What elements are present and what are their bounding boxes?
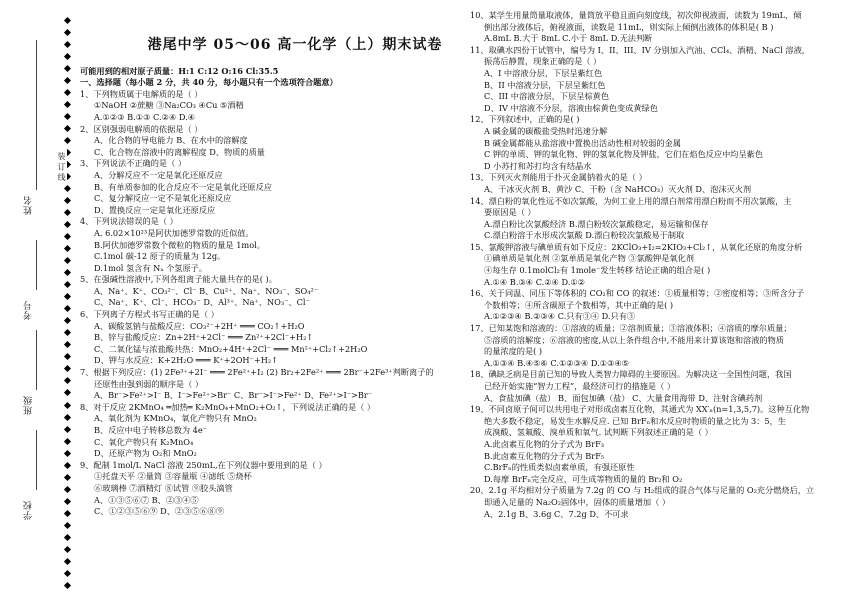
question-line: D、置换反应一定是氧化还原反应 (94, 204, 216, 215)
question-line: B、锌与盐酸反应：Zn+2H⁺+2Cl⁻ ═══ Zn²⁺+2Cl⁻+H₂↑ (94, 332, 314, 343)
right-questions (470, 10, 854, 520)
question-line: C、III 中溶液分层，下层呈棕黄色 (484, 91, 610, 102)
question-line: B、反应中电子转移总数为 4e⁻ (94, 425, 208, 435)
binding-dot (63, 534, 70, 541)
binding-dot (63, 41, 70, 48)
binding-dot (63, 413, 70, 420)
binding-dot (63, 257, 70, 264)
question-line: A 碱金属的碳酸盐受热时迅速分解 (484, 125, 608, 136)
binding-dot (63, 125, 70, 132)
seal-text: 装 订 线 (57, 152, 66, 182)
binding-dot (63, 137, 70, 144)
question-line: A、Br⁻>Fe²⁺>I⁻ B、I⁻>Fe²⁺>Br⁻ C、Br⁻>I⁻>Fe²⁺ D、Fe²⁺>I⁻>Br⁻ (94, 390, 373, 401)
examno-label: 考号 (24, 300, 34, 320)
question-line: 8、对于反应 2KMnO₄ ═加热═ K₂MnO₄+MnO₂+O₂↑，下列说法正确的是（ ） (80, 401, 376, 412)
question-line: 个数相等；④所含碳原子个数相等，其中正确的是( ) (484, 299, 674, 310)
question-line: 2、区别强弱电解质的依据是（ ） (80, 123, 203, 134)
question-line: C.BrFₙ的性质类似卤素单质，有强还原性 (484, 462, 635, 473)
question-line: ①碘单质是氧化剂 ②氯单质是氧化产物 ③氯酸钾是氧化剂 (484, 253, 694, 264)
binding-dot (63, 582, 70, 589)
question-line: 成溴酸、氢氟酸、溴单质和氧气. 试判断下列叙述正确的是（ ） (484, 427, 713, 438)
binding-dot (63, 53, 70, 60)
question-line: 振荡后静置，现象正确的是（ ） (484, 56, 602, 67)
class-field-line (36, 330, 37, 390)
question-line: 16、关于同温、同压下等体积的 CO₂和 CO 的叙述：①质量相等；②密度相等；③所含分子 (470, 288, 805, 299)
binding-dot (63, 197, 70, 204)
question-line: 13、下列灭火剂能用于扑灭金属钠着火的是（ ） (470, 172, 647, 183)
left-questions (80, 89, 450, 518)
question-line: B、II 中溶液分层，下层呈紫红色 (484, 79, 606, 90)
question-line: ①托盘天平 ②量筒 ③容量瓶 ④滤纸 ⑤烧杯 (94, 471, 252, 482)
question-line: A. 6.02×10²³是阿伏加德罗常数的近似值。 (94, 227, 254, 238)
question-line: A、干冰灭火剂 B、黄沙 C、干粉（含 NaHCO₃）灭火剂 D、泡沫灭火剂 (484, 183, 752, 194)
binding-dot (63, 474, 70, 481)
question-line: 6、下列离子方程式书写正确的是（ ） (80, 309, 219, 320)
binding-dot (63, 558, 70, 565)
question-line: A、化合物的导电能力 B、在水中的溶解度 (94, 135, 248, 146)
exam-title: 港尾中学 05～06 高一化学（上）期末试卷 (147, 37, 443, 53)
question-line: 20、2.1g 平均相对分子质量为 7.2g 的 CO 与 H₂组成的混合气体与足量的 O₂充分燃烧后，立 (470, 485, 815, 496)
question-line: 的量浓度的是( ) (484, 346, 543, 357)
question-line: A.①②③ B.①③ C.②④ D.④ (94, 111, 196, 122)
question-line: A.①②③④ B.②③④ C.只有③④ D.只有③ (484, 311, 636, 322)
binding-dot (63, 450, 70, 457)
name-field-line (36, 40, 37, 190)
binding-dot (63, 365, 70, 372)
question-line: C、二氧化锰与浓盐酸共热：MnO₂+4H⁺+2Cl⁻ ═══ Mn²⁺+Cl₂↑+2H₂O (94, 343, 368, 354)
question-line: C.漂白粉溶于水形成次氯酸 D.漂白粉较次氯酸易于制取 (484, 230, 685, 241)
question-line: A.①④ B.③④ C.②④ D.①② (484, 276, 586, 287)
binding-dot (63, 329, 70, 336)
question-line: C、氧化产物只有 K₂MnO₄ (94, 436, 194, 447)
name-label: 姓名 (24, 195, 34, 215)
question-line: C、Na⁺、K⁺、Cl⁻、HCO₃⁻ D、Al³⁺、Na⁺、NO₃⁻、Cl⁻ (94, 297, 310, 308)
question-line: B.此卤素互化物的分子式为 BrF₅ (484, 450, 605, 461)
left-column (80, 10, 450, 518)
binding-dot (63, 221, 70, 228)
binding-dot (63, 377, 70, 384)
binding-dot (63, 570, 70, 577)
binding-dot (63, 269, 70, 276)
question-line: D.1mol 氢含有 Nₐ 个氢原子。 (94, 262, 208, 273)
question-line: ⑤溶质的溶解度；⑥溶液的密度,从以上条件组合中,不能用来计算该饱和溶液的物质 (484, 334, 784, 345)
question-line: 已经开始实施“智力工程”，最经济可行的措施是（ ） (484, 381, 676, 391)
question-line: 14、漂白粉的氧化性远不如次氯酸，为何工业上用的漂白剂常用漂白粉而不用次氯酸，主 (470, 195, 792, 206)
binding-dot (63, 293, 70, 300)
question-line: B.阿伏加德罗常数个微粒的物质的量是 1mol。 (94, 239, 265, 250)
class-label: 班级 (24, 395, 34, 415)
examno-field-line (36, 240, 37, 290)
question-line: 7、根据下列反应：(1) 2Fe³⁺+2I⁻ ═══ 2Fe²⁺+I₂ (2) Br₂+2Fe²⁺ ═══ 2Br⁻+2Fe³⁺判断离子的 (80, 367, 434, 378)
binding-dot (63, 498, 70, 505)
binding-dot (63, 233, 70, 240)
binding-dot (63, 209, 70, 216)
question-line: C.1mol 碳-12 原子的质量为 12g。 (94, 251, 226, 262)
binding-dot (63, 486, 70, 493)
binding-dot (63, 546, 70, 553)
question-line: 要原因是（ ） (484, 207, 536, 218)
question-line: A、碳酸氢钠与盐酸反应：CO₃²⁻+2H⁺ ═══ CO₂↑+H₂O (94, 320, 305, 331)
binding-dot (63, 389, 70, 396)
school-field-line (36, 430, 37, 490)
question-line: 15、氯酸钾溶液与碘单质有如下反应：2KClO₃+I₂=2KIO₃+Cl₂↑，从氧化还原的角度分析 (470, 241, 803, 252)
question-line: ①NaOH ②蔗糖 ③Na₂CO₃ ④Cu ⑤酒精 (94, 100, 244, 111)
binding-dot (63, 245, 70, 252)
question-line: D、IV 中溶液不分层，溶液由棕黄色变成黄绿色 (484, 102, 658, 113)
binding-dot (63, 89, 70, 96)
question-line: 11、取碘水四份于试管中，编号为 I、II、III、IV 分别加入汽油、CCl₄、酒精、NaCl 溶液， (470, 44, 810, 55)
question-line: C 钾的单质、钾的氧化物、钾的氢氧化物及钾盐，它们在焰色反应中均呈紫色 (484, 149, 764, 160)
question-line: A、氧化剂为 KMnO₄，氧化产物只有 MnO₂ (94, 413, 257, 424)
question-line: 即通入足量的 Na₂O₂固体中，固体的质量增加（ ） (484, 496, 671, 507)
question-line: A、食盐加碘（盐） B、面包加碘（盐） C、大量食用海带 D、注射含碘药剂 (484, 392, 763, 403)
question-line: A.①③④ B.④⑤⑥ C.①②③④ D.①③④⑤ (484, 357, 630, 368)
question-line: 10、某学生用量筒量取液体，量筒放平稳且面向刻度线，初次仰视液面，读数为 19mL，倾 (470, 10, 802, 20)
question-line: A、分解反应不一定是氧化还原反应 (94, 169, 223, 180)
question-line: 12、下列叙述中，正确的是( ) (470, 114, 580, 125)
binding-dot (63, 341, 70, 348)
question-line: C、①②③⑤⑥⑨ D、②③⑤⑥⑧⑨ (94, 506, 225, 517)
question-line: 4、下列说法错误的是（ ） (80, 216, 178, 227)
question-line: D、钾与水反应：K+2H₂O ═══ K⁺+2OH⁻+H₂↑ (94, 355, 279, 366)
binding-dot (63, 353, 70, 360)
question-line: A.此卤素互化物的分子式为 BrF₃ (484, 438, 605, 449)
question-line: C、化合物在溶液中的离解程度 D、物质的质量 (94, 146, 265, 157)
binding-dot (63, 65, 70, 72)
question-line: 绝大多数不稳定，易发生水解反应. 已知 BrFₙ和水反应时物质的量之比为 3：5，生 (484, 415, 786, 426)
question-line: 17、已知某饱和溶液的：①溶液的质量；②溶剂质量；③溶液体积；④溶质的摩尔质量； (470, 323, 792, 334)
binding-dot (63, 317, 70, 324)
binding-dot (63, 281, 70, 288)
binding-dot (63, 113, 70, 120)
binding-dot (63, 305, 70, 312)
question-line: A、Na⁺、K⁺、CO₃²⁻、Cl⁻ B、Cu²⁺、Na⁺、NO₃⁻、SO₄²⁻ (94, 285, 319, 296)
question-line: ④每生存 0.1molCl₂有 1mole⁻发生转移 结论正确的组合是( ) (484, 265, 711, 276)
binding-dots (62, 18, 72, 588)
binding-dot (63, 401, 70, 408)
binding-dot (63, 17, 70, 24)
question-line: D 小苏打和苏打均含有结晶水 (484, 160, 592, 171)
question-line: 3、下列说法不正确的是（ ） (80, 158, 187, 169)
binding-dot (63, 185, 70, 192)
question-line: D、还原产物为 O₂和 MnO₂ (94, 448, 197, 459)
binding-dot (63, 462, 70, 469)
binding-dot (63, 438, 70, 445)
binding-dot (63, 510, 70, 517)
question-line: 1、下列物质属于电解质的是（ ） (80, 88, 203, 99)
question-line: B 碱金属都能从盐溶液中置换出活动性相对较弱的金属 (484, 137, 681, 148)
question-line: A.8mL B.大于 8mL C.小于 8mL D.无法判断 (484, 33, 653, 44)
question-line: A、2.1g B、3.6g C、7.2g D、不可求 (484, 508, 629, 519)
question-line: 19、不同卤原子间可以共用电子对形成卤素互化物，其通式为 XX′ₙ(n=1,3,5,7)。这种互化物 (470, 404, 810, 415)
question-line: 倒出部分液体后，俯视液面，读数是 11mL，则实际上倾倒出液体的体积是( B ) (484, 21, 774, 32)
question-line: 还原性由强到弱的顺序是（ ） (94, 378, 204, 389)
question-line: C、复分解反应一定不是氧化还原反应 (94, 193, 232, 204)
binding-dot (63, 77, 70, 84)
question-line: A、I 中溶液分层，下层呈紫红色 (484, 67, 603, 78)
right-column (470, 10, 854, 520)
binding-dot (63, 522, 70, 529)
question-line: 5、在强碱性溶液中,下列各组离子能大量共存的是( )。 (80, 274, 277, 285)
question-line: 9、配制 1mol/L NaCl 溶液 250mL,在下列仪器中要用到的是（ ） (80, 459, 327, 470)
question-line: A.漂白粉比次氯酸经济 B.漂白粉较次氯酸稳定，易运输和保存 (484, 218, 709, 229)
question-line: B、有单质参加的化合反应不一定是氧化还原反应 (94, 181, 272, 192)
school-label: 学校 (24, 500, 34, 520)
section-heading: 一、选择题（每小题 2 分，共 40 分，每小题只有一个选项符合题意） (80, 77, 338, 88)
question-line: A、①③⑤⑥⑦ B、②③④⑤ (94, 494, 199, 505)
binding-dot (63, 425, 70, 432)
binding-dot (63, 101, 70, 108)
question-line: 18、碘缺乏病是目前已知的导致人类智力障碍的主要原因。为解决这一全国性问题，我国 (470, 369, 792, 380)
question-line: D.每摩 BrFₙ完全反应，可生成等物质的量的 Br₂和 O₂ (484, 473, 683, 484)
binding-dot (63, 29, 70, 36)
question-line: ⑥玻璃棒 ⑦酒精灯 ⑧试管 ⑨胶头滴管 (94, 482, 233, 493)
atomic-masses: 可能用到的相对原子质量：H:1 C:12 O:16 Cl:35.5 (80, 65, 279, 76)
